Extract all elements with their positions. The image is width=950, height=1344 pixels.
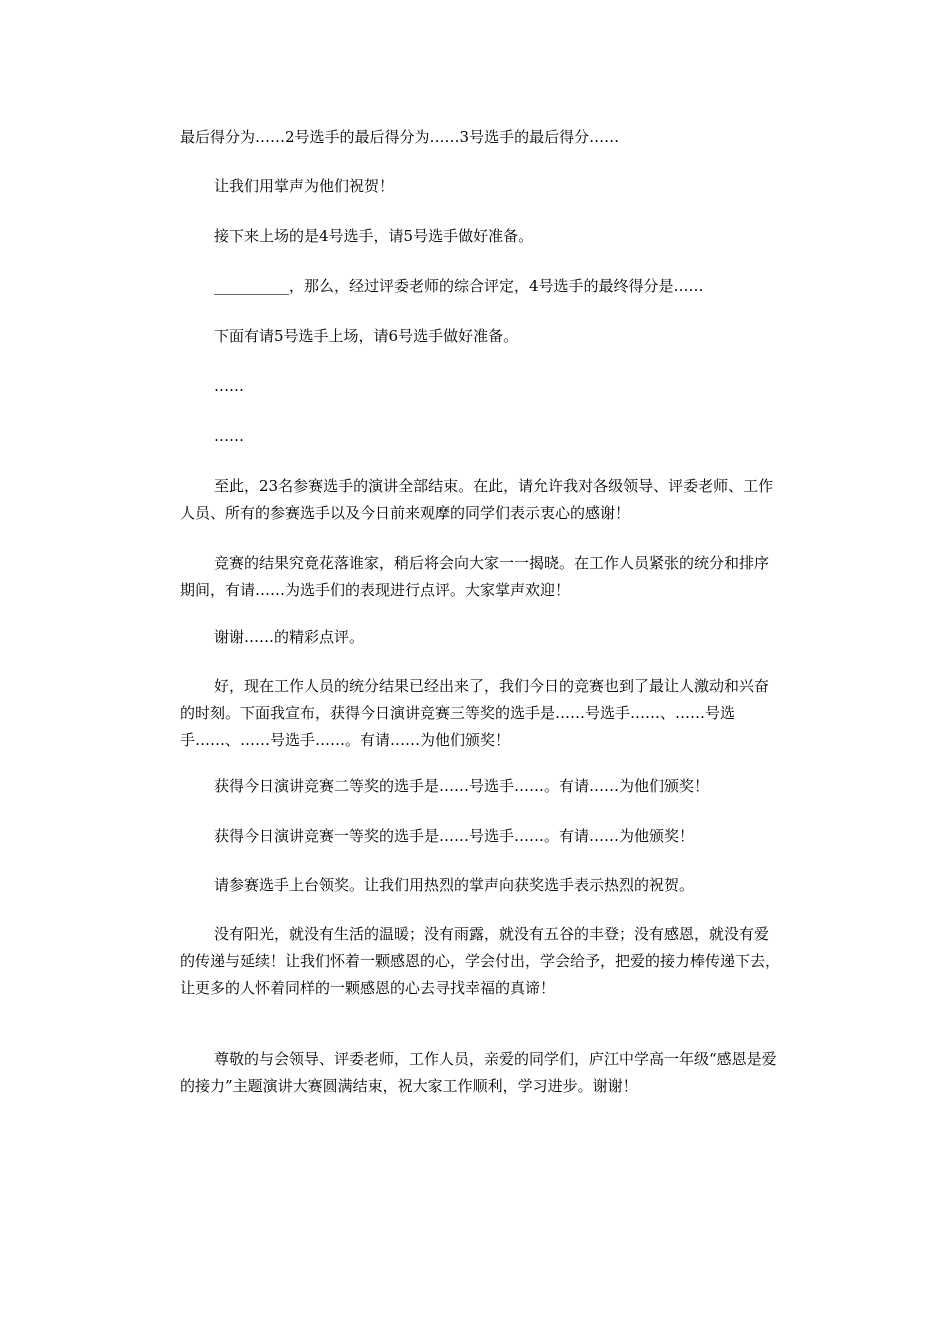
paragraph-ellipsis-1: …… <box>214 377 244 395</box>
paragraph-thanks-review: 谢谢……的精彩点评。 <box>214 628 365 646</box>
paragraph-review: 竞赛的结果究竟花落谁家，稍后将会向大家一一揭晓。在工作人员紧张的统分和排序期间，有请……为选手们的表现进行点评。大家掌声欢迎！ <box>180 554 770 599</box>
paragraph-scores: 最后得分为……2号选手的最后得分为……3号选手的最后得分…… <box>180 128 620 146</box>
paragraph-gratitude: 没有阳光，就没有生活的温暖；没有雨露，就没有五谷的丰登；没有感恩，就没有爱的传递与延续！让我们怀着一颗感恩的心，学会付出，学会给予，把爱的接力棒传递下去，让更多的人怀着同样的一颗感恩的心去寻找幸福的真谛！ <box>180 925 781 997</box>
paragraph-all-finished: 至此，23名参赛选手的演讲全部结束。在此，请允许我对各级领导、评委老师、工作人员、所有的参赛选手以及今日前来观摩的同学们表示衷心的感谢！ <box>180 477 774 522</box>
paragraph-next-contestant-4: 接下来上场的是4号选手，请5号选手做好准备。 <box>214 227 534 245</box>
paragraph-ellipsis-2: …… <box>214 427 244 445</box>
paragraph-closing: 尊敬的与会领导、评委老师，工作人员，亲爱的同学们，庐江中学高一年级“感恩是爱的接力”主题演讲大赛圆满结束，祝大家工作顺利，学习进步。谢谢！ <box>180 1050 777 1095</box>
paragraph-second-prize: 获得今日演讲竞赛二等奖的选手是……号选手……。有请……为他们颁奖！ <box>214 777 710 795</box>
paragraph-first-prize: 获得今日演讲竞赛一等奖的选手是……号选手……。有请……为他颁奖！ <box>214 827 695 845</box>
paragraph-applause: 让我们用掌声为他们祝贺！ <box>214 177 395 195</box>
paragraph-score-4: __________，那么，经过评委老师的综合评定，4号选手的最终得分是…… <box>214 277 704 295</box>
paragraph-next-contestant-5: 下面有请5号选手上场，请6号选手做好准备。 <box>214 327 519 345</box>
paragraph-third-prize: 好，现在工作人员的统分结果已经出来了，我们今日的竞赛也到了最让人激动和兴奋的时刻。下面我宣布，获得今日演讲竞赛三等奖的选手是……号选手……、……号选手……、……号选手……。有请……为他们颁奖！ <box>180 677 770 749</box>
paragraph-award-ceremony: 请参赛选手上台领奖。让我们用热烈的掌声向获奖选手表示热烈的祝贺。 <box>214 876 695 894</box>
